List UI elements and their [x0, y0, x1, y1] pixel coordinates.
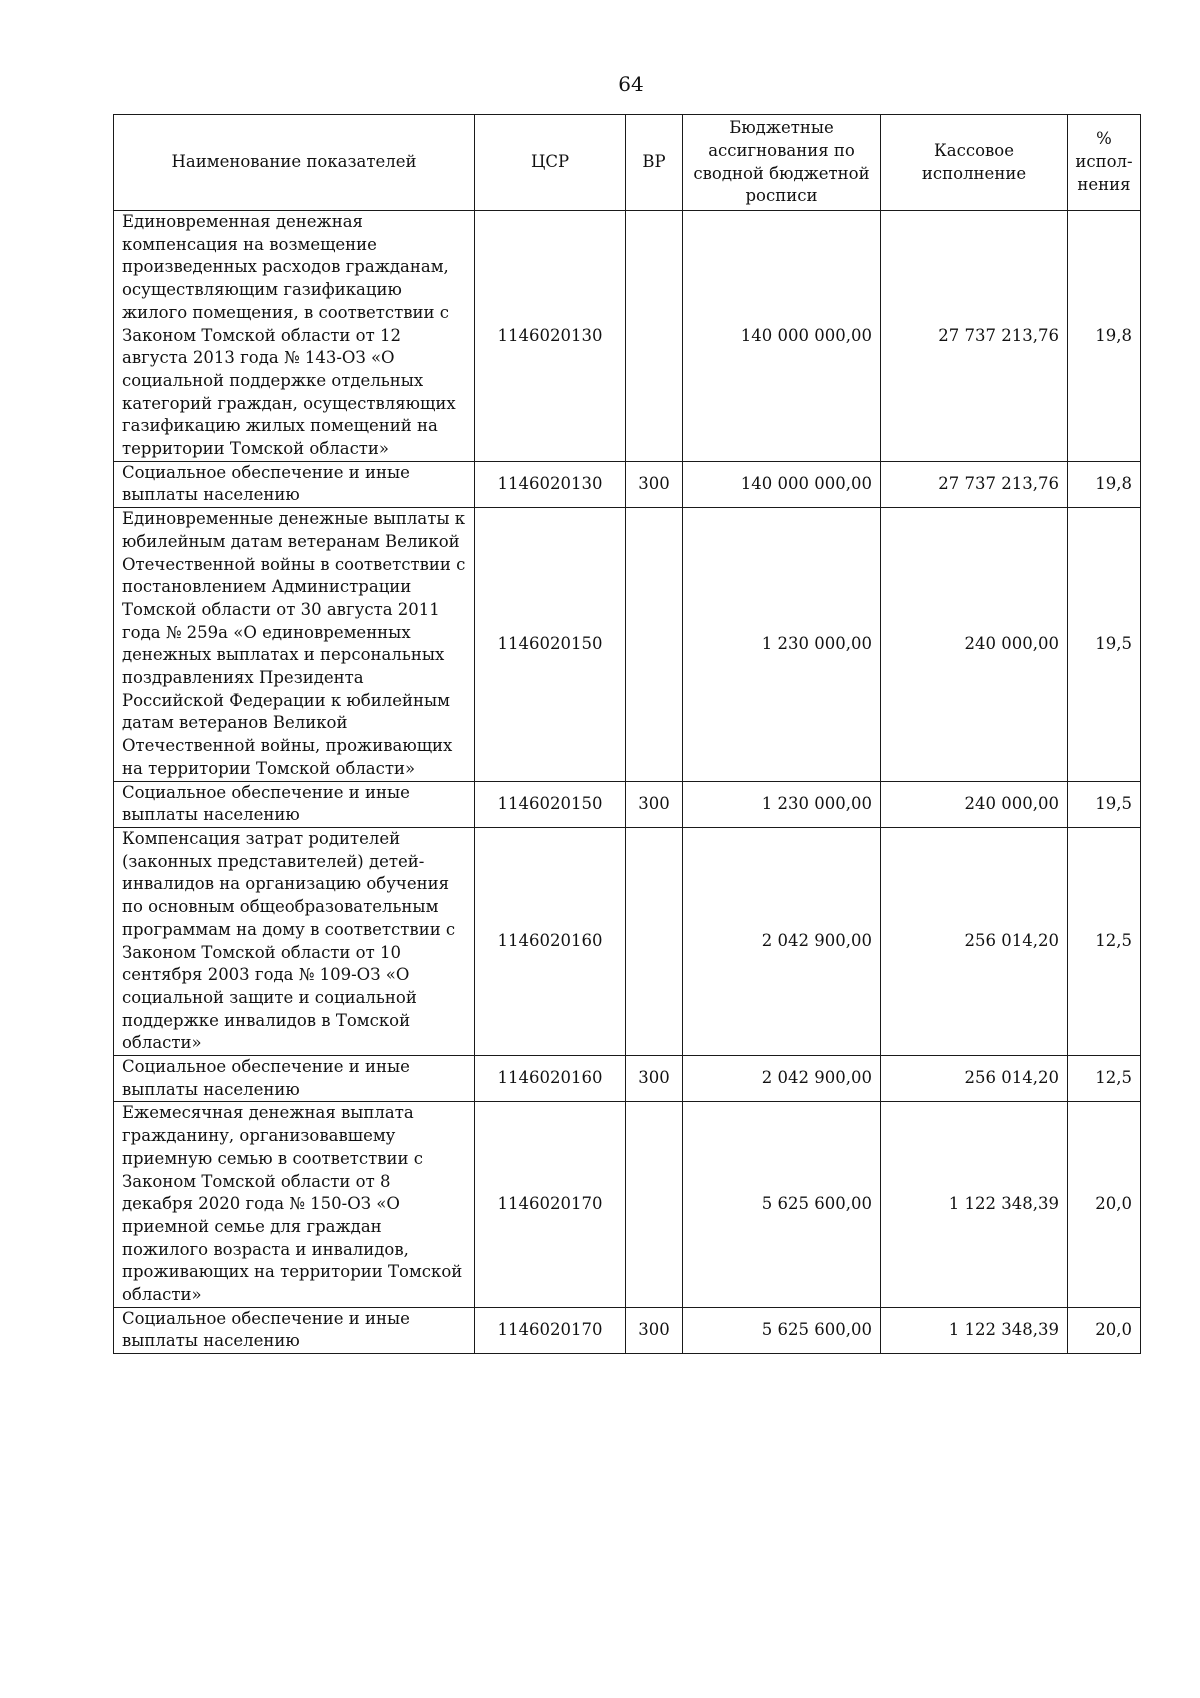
header-budget: Бюджетные ассигнования по сводной бюджетной росписи — [683, 115, 881, 211]
table-header-row — [114, 115, 1141, 211]
page-number: 64 — [618, 72, 644, 96]
header-percent: % испол-нения — [1068, 115, 1141, 211]
row-cash: 256 014,20 — [881, 827, 1068, 1055]
row-vr — [626, 508, 683, 781]
row-vr — [626, 211, 683, 462]
row-vr: 300 — [626, 461, 683, 507]
row-cash: 1 122 348,39 — [881, 1102, 1068, 1307]
header-cash: Кассовое исполнение — [881, 115, 1068, 211]
row-csr: 1146020150 — [475, 508, 626, 781]
row-percent: 12,5 — [1068, 827, 1141, 1055]
table-row — [114, 461, 1141, 507]
row-budget: 2 042 900,00 — [683, 827, 881, 1055]
row-name: Социальное обеспечение и иные выплаты населению — [114, 1056, 475, 1102]
row-cash: 240 000,00 — [881, 508, 1068, 781]
row-budget: 140 000 000,00 — [683, 461, 881, 507]
table-row — [114, 1102, 1141, 1307]
budget-execution-table — [113, 114, 1141, 1354]
table-row — [114, 1307, 1141, 1353]
row-percent: 19,5 — [1068, 508, 1141, 781]
table-row — [114, 508, 1141, 781]
row-csr: 1146020160 — [475, 827, 626, 1055]
row-name: Ежемесячная денежная выплата гражданину, организовавшему приемную семью в соответствии с Законом Томской области от 8 декабря 2020 года № 150-ОЗ «О приемной семье для граждан пожилого возраста и инвалидов, проживающих на территории Томской области» — [114, 1102, 475, 1307]
row-cash: 27 737 213,76 — [881, 211, 1068, 462]
row-vr — [626, 1102, 683, 1307]
row-percent: 20,0 — [1068, 1307, 1141, 1353]
row-csr: 1146020170 — [475, 1102, 626, 1307]
row-cash: 27 737 213,76 — [881, 461, 1068, 507]
row-vr: 300 — [626, 1307, 683, 1353]
header-csr: ЦСР — [475, 115, 626, 211]
header-vr: ВР — [626, 115, 683, 211]
header-name: Наименование показателей — [114, 115, 475, 211]
row-csr: 1146020170 — [475, 1307, 626, 1353]
row-budget: 5 625 600,00 — [683, 1307, 881, 1353]
row-cash: 240 000,00 — [881, 781, 1068, 827]
row-percent: 19,8 — [1068, 211, 1141, 462]
table-row — [114, 211, 1141, 462]
row-budget: 1 230 000,00 — [683, 508, 881, 781]
row-cash: 256 014,20 — [881, 1056, 1068, 1102]
row-vr: 300 — [626, 781, 683, 827]
row-percent: 19,5 — [1068, 781, 1141, 827]
table-row — [114, 827, 1141, 1055]
row-name: Социальное обеспечение и иные выплаты населению — [114, 461, 475, 507]
row-name: Единовременная денежная компенсация на возмещение произведенных расходов гражданам, осуществляющим газификацию жилого помещения, в соответствии с Законом Томской области от 12 августа 2013 года № 143-ОЗ «О социальной поддержке отдельных категорий граждан, осуществляющих газификацию жилых помещений на территории Томской области» — [114, 211, 475, 462]
table-row — [114, 1056, 1141, 1102]
row-csr: 1146020130 — [475, 461, 626, 507]
row-budget: 2 042 900,00 — [683, 1056, 881, 1102]
row-vr — [626, 827, 683, 1055]
row-percent: 12,5 — [1068, 1056, 1141, 1102]
row-csr: 1146020160 — [475, 1056, 626, 1102]
row-budget: 140 000 000,00 — [683, 211, 881, 462]
row-percent: 20,0 — [1068, 1102, 1141, 1307]
row-name: Компенсация затрат родителей (законных представителей) детей-инвалидов на организацию обучения по основным общеобразовательным программам на дому в соответствии с Законом Томской области от 10 сентября 2003 года № 109-ОЗ «О социальной защите и социальной поддержке инвалидов в Томской области» — [114, 827, 475, 1055]
row-name: Социальное обеспечение и иные выплаты населению — [114, 781, 475, 827]
row-percent: 19,8 — [1068, 461, 1141, 507]
table-row — [114, 781, 1141, 827]
row-name: Единовременные денежные выплаты к юбилейным датам ветеранам Великой Отечественной войны в соответствии с постановлением Администрации Томской области от 30 августа 2011 года № 259а «О единовременных денежных выплатах и персональных поздравлениях Президента Российской Федерации к юбилейным датам ветеранов Великой Отечественной войны, проживающих на территории Томской области» — [114, 508, 475, 781]
row-budget: 5 625 600,00 — [683, 1102, 881, 1307]
row-budget: 1 230 000,00 — [683, 781, 881, 827]
row-csr: 1146020130 — [475, 211, 626, 462]
row-cash: 1 122 348,39 — [881, 1307, 1068, 1353]
row-name: Социальное обеспечение и иные выплаты населению — [114, 1307, 475, 1353]
row-csr: 1146020150 — [475, 781, 626, 827]
row-vr: 300 — [626, 1056, 683, 1102]
